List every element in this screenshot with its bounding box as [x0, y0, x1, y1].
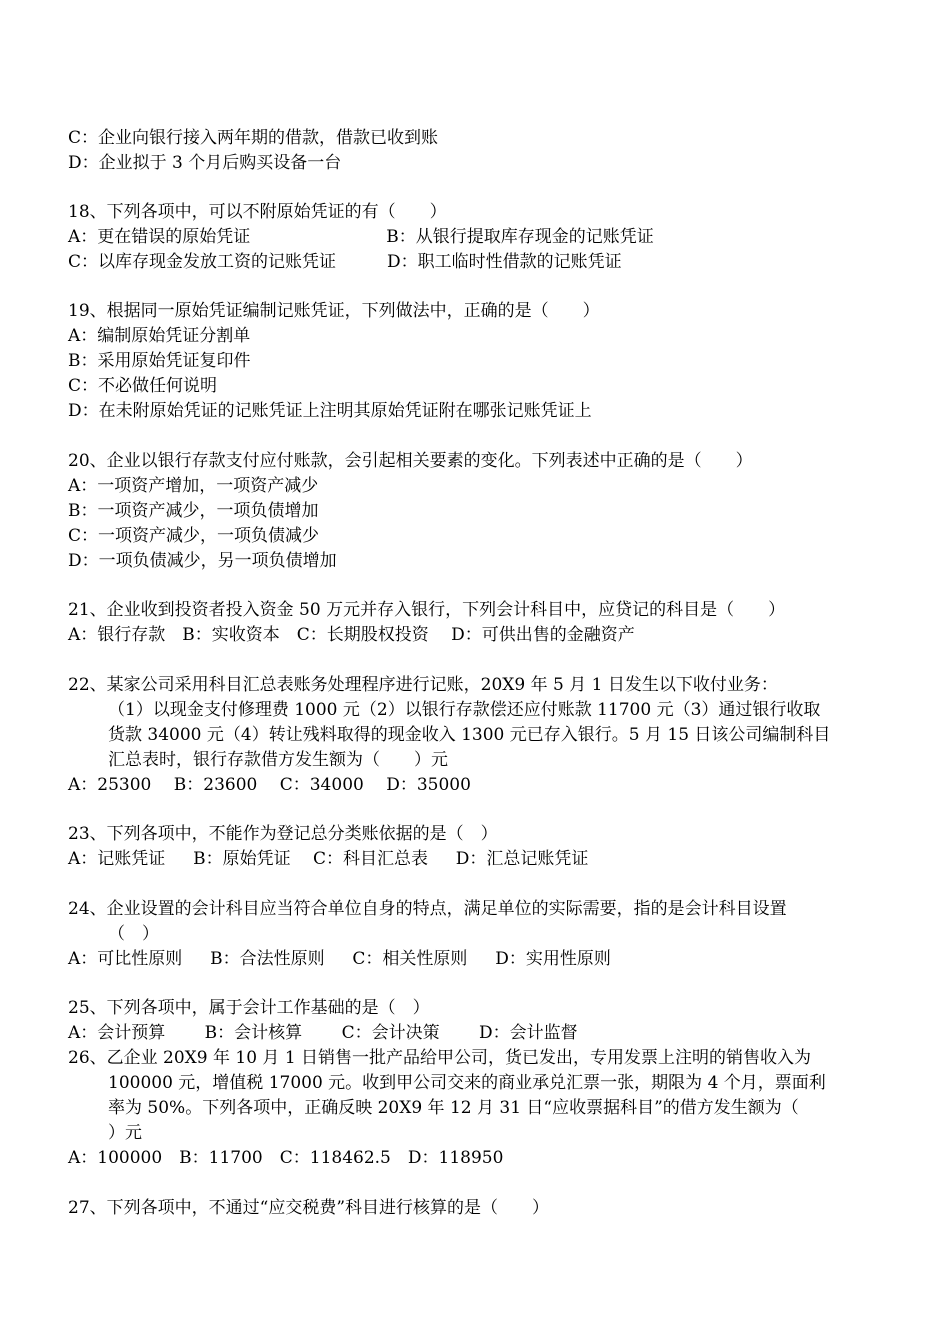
q21-options: A：银行存款 B：实收资本 C：长期股权投资 D：可供出售的金融资产 [68, 625, 635, 645]
q21-stem: 21、企业收到投资者投入资金 50 万元并存入银行，下列会计科目中，应贷记的科目是（ ） [68, 600, 786, 620]
q26-options: A：100000 B：11700 C：118462.5 D：118950 [68, 1148, 504, 1168]
q18-options-row2: C：以库存现金发放工资的记账凭证 D：职工临时性借款的记账凭证 [68, 252, 622, 272]
q20-option-b: B：一项资产减少，一项负债增加 [68, 501, 319, 521]
q24-stem-line2: （ ） [108, 924, 159, 944]
q26-stem: 26、乙企业 20X9 年 10 月 1 日销售一批产品给甲公司，货已发出，专用发票上注明的销售收入为 [68, 1048, 812, 1068]
q26-stem-line3: 率为 50%。下列各项中，正确反映 20X9 年 12 月 31 日“应收票据科目”的借方发生额为（ [108, 1098, 799, 1118]
q23-options: A：记账凭证 B：原始凭证 C：科目汇总表 D：汇总记账凭证 [68, 849, 589, 869]
q22-options: A：25300 B：23600 C：34000 D：35000 [68, 775, 471, 795]
q22-stem-line2: （1）以现金支付修理费 1000 元（2）以银行存款偿还应付账款 11700 元（3）通过银行收取 [108, 700, 821, 720]
q22-stem: 22、某家公司采用科目汇总表账务处理程序进行记账，20X9 年 5 月 1 日发生以下收付业务： [68, 675, 778, 695]
q20-option-a: A：一项资产增加，一项资产减少 [68, 476, 319, 496]
q24-stem: 24、企业设置的会计科目应当符合单位自身的特点，满足单位的实际需要，指的是会计科目设置 [68, 899, 787, 919]
q27-stem: 27、下列各项中，不通过“应交税费”科目进行核算的是（ ） [68, 1198, 550, 1218]
q22-stem-line3: 货款 34000 元（4）转让残料取得的现金收入 1300 元已存入银行。5 月 15 日该公司编制科目 [108, 725, 831, 745]
q17-option-c: C：企业向银行接入两年期的借款，借款已收到账 [68, 128, 439, 148]
q20-stem: 20、企业以银行存款支付应付账款，会引起相关要素的变化。下列表述中正确的是（ ） [68, 451, 753, 471]
q23-stem: 23、下列各项中，不能作为登记总分类账依据的是（ ） [68, 824, 498, 844]
q19-option-c: C：不必做任何说明 [68, 376, 218, 396]
q19-option-b: B：采用原始凭证复印件 [68, 351, 251, 371]
q25-stem: 25、下列各项中，属于会计工作基础的是（ ） [68, 998, 430, 1018]
q26-stem-line4: ）元 [108, 1123, 142, 1143]
q22-stem-line4: 汇总表时，银行存款借方发生额为（ ）元 [108, 750, 448, 770]
q18-stem: 18、下列各项中，可以不附原始凭证的有（ ） [68, 202, 447, 222]
q20-option-d: D：一项负债减少，另一项负债增加 [68, 551, 337, 571]
q20-option-c: C：一项资产减少，一项负债减少 [68, 526, 320, 546]
q19-stem: 19、根据同一原始凭证编制记账凭证，下列做法中，正确的是（ ） [68, 301, 600, 321]
q26-stem-line2: 100000 元，增值税 17000 元。收到甲公司交来的商业承兑汇票一张，期限为 4 个月，票面利 [108, 1073, 826, 1093]
q19-option-a: A：编制原始凭证分割单 [68, 326, 251, 346]
q17-option-d: D：企业拟于 3 个月后购买设备一台 [68, 153, 342, 173]
q24-options: A：可比性原则 B：合法性原则 C：相关性原则 D：实用性原则 [68, 949, 611, 969]
q18-options-row1: A：更在错误的原始凭证 B：从银行提取库存现金的记账凭证 [68, 227, 654, 247]
q25-options: A：会计预算 B：会计核算 C：会计决策 D：会计监督 [68, 1023, 578, 1043]
q19-option-d: D：在未附原始凭证的记账凭证上注明其原始凭证附在哪张记账凭证上 [68, 401, 592, 421]
